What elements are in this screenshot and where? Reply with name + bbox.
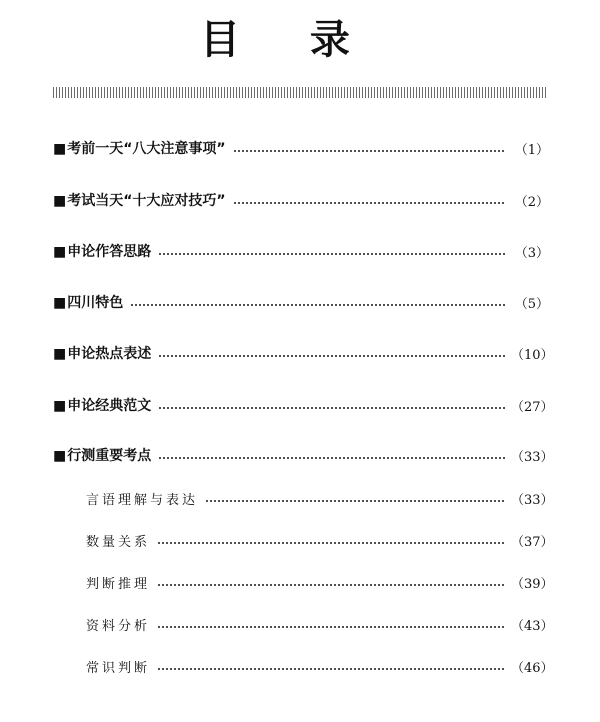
- square-bullet-icon: ■: [53, 448, 67, 464]
- square-bullet-icon: ■: [53, 346, 67, 362]
- toc-subentry[interactable]: [86, 571, 554, 593]
- dot-leader: [158, 626, 505, 628]
- toc-page-number: （27）: [511, 399, 554, 415]
- toc-page-number: （10）: [511, 347, 554, 363]
- toc-entry-text: 考前一天“八大注意事项”: [67, 141, 226, 157]
- toc-entry-text: 行测重要考点: [67, 448, 152, 464]
- toc-subentry-label: 言语理解与表达: [86, 492, 199, 508]
- toc-entry-label: [53, 343, 151, 363]
- toc-subentry[interactable]: [86, 613, 554, 635]
- square-bullet-icon: ■: [53, 398, 67, 414]
- toc-subentry-label: 常识判断: [86, 660, 151, 676]
- page-title: 目 录: [200, 17, 378, 63]
- toc-subentry-label: 资料分析: [86, 618, 151, 634]
- toc-subentry[interactable]: [86, 655, 554, 677]
- square-bullet-icon: ■: [53, 295, 67, 311]
- toc-page-number: （5）: [514, 296, 549, 312]
- square-bullet-icon: ■: [53, 244, 67, 260]
- toc-subentry[interactable]: [86, 529, 554, 551]
- square-bullet-icon: ■: [53, 141, 67, 157]
- toc-entry[interactable]: [53, 342, 554, 364]
- dot-leader: [159, 253, 505, 255]
- toc-page-number: （43）: [511, 618, 554, 634]
- toc-subentry-label: 判断推理: [86, 576, 151, 592]
- toc-page-number: （1）: [514, 142, 549, 158]
- toc-subentry-label: 数量关系: [86, 534, 151, 550]
- dot-leader: [158, 668, 505, 670]
- toc-page-number: （46）: [511, 660, 554, 676]
- toc-entry-text: 申论热点表述: [67, 346, 152, 362]
- toc-entry[interactable]: [53, 189, 549, 211]
- dot-leader: [234, 150, 505, 152]
- toc-entry-text: 考试当天“十大应对技巧”: [67, 193, 226, 209]
- toc-entry[interactable]: [53, 137, 549, 159]
- toc-entry[interactable]: [53, 240, 549, 262]
- toc-entry[interactable]: [53, 444, 554, 466]
- toc-page-number: （33）: [511, 492, 554, 508]
- toc-subentry[interactable]: [86, 487, 554, 509]
- square-bullet-icon: ■: [53, 193, 67, 209]
- dot-leader: [158, 542, 505, 544]
- toc-entry-text: 四川特色: [67, 295, 124, 311]
- toc-page-number: （37）: [511, 534, 554, 550]
- toc-entry-label: [53, 445, 151, 465]
- toc-entry-label: [53, 395, 151, 415]
- toc-page-number: （33）: [511, 449, 554, 465]
- dot-leader: [234, 202, 505, 204]
- toc-entry-label: [53, 190, 226, 210]
- toc-entry-label: [53, 292, 123, 312]
- toc-entry[interactable]: [53, 394, 554, 416]
- toc-entry-text: 申论经典范文: [67, 398, 152, 414]
- dot-leader: [131, 304, 505, 306]
- toc-page-number: （2）: [514, 194, 549, 210]
- toc-page-number: （39）: [511, 576, 554, 592]
- toc-entry[interactable]: [53, 291, 549, 313]
- header-divider: [53, 87, 547, 98]
- dot-leader: [206, 500, 505, 502]
- toc-entry-label: [53, 241, 151, 261]
- dot-leader: [158, 584, 505, 586]
- toc-entry-text: 申论作答思路: [67, 244, 152, 260]
- dot-leader: [159, 355, 505, 357]
- dot-leader: [159, 457, 505, 459]
- toc-entry-label: [53, 138, 226, 158]
- dot-leader: [159, 407, 505, 409]
- toc-page-number: （3）: [514, 245, 549, 261]
